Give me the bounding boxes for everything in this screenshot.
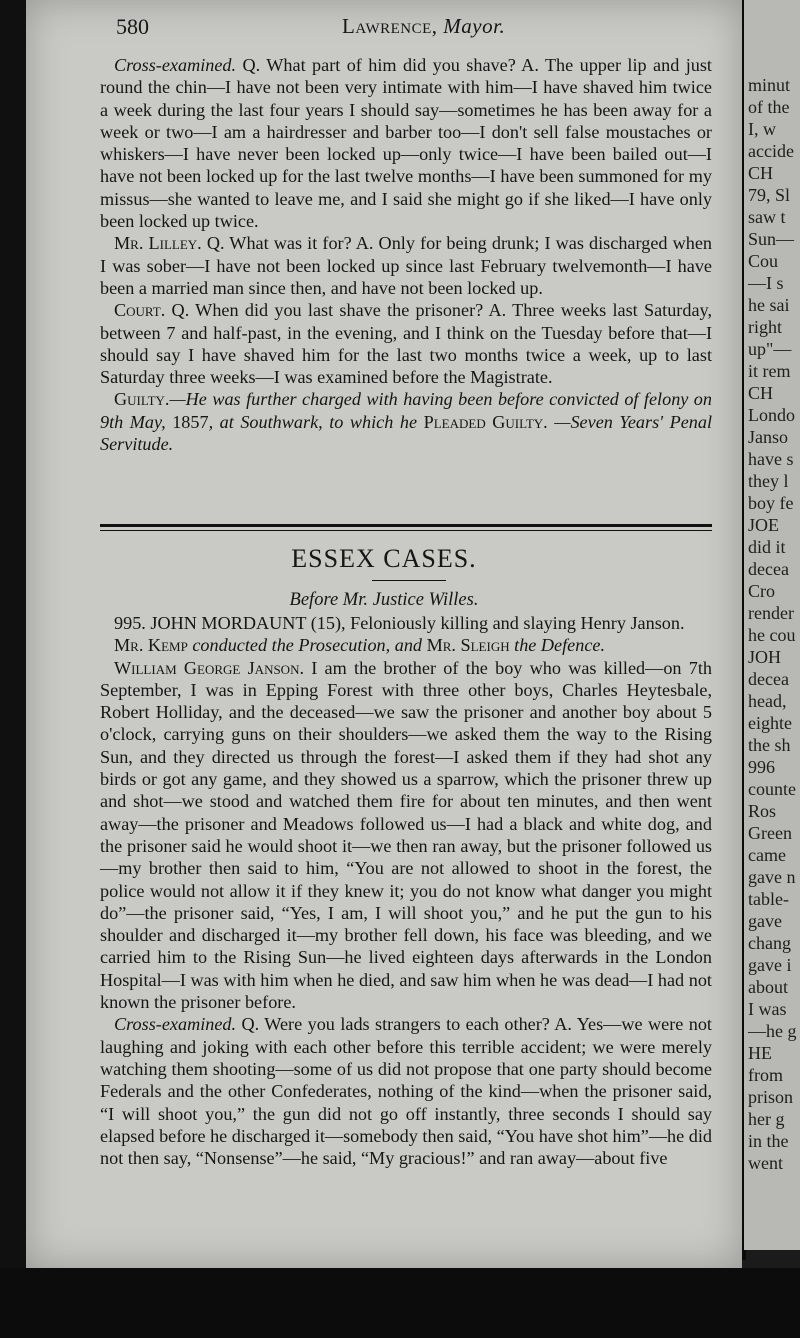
section-divider-thin <box>100 530 712 531</box>
facing-page-line: Cro <box>748 581 775 601</box>
cross-examination-paragraph: Cross-examined. Q. What part of him did you shave? A. The upper lip and just round the chin—I have not been very intimate with him—I have shaved him twice a week during the last four years I should say—sometimes he has been away for a week or two—I am a hairdresser and barber too—I don't sell false moustaches or whiskers—I have never been locked up—only twice—I have been bailed out—I have not been locked up for the last twelve months—I have been summoned for my missus—she wanted to leave me, and I said she might go if she liked—I have only been locked up twice. <box>100 55 712 232</box>
section-title: ESSEX CASES. <box>291 544 477 573</box>
facing-page-line: 79, Sl <box>748 185 791 205</box>
facing-page-line: boy fe <box>748 493 794 513</box>
facing-page-line: the sh <box>748 735 791 755</box>
case-heading: 995. JOHN MORDAUNT (15), Feloniously killing and slaying Henry Janson. <box>114 613 685 633</box>
testimony-block <box>100 54 712 455</box>
facing-page-line: decea <box>748 669 789 689</box>
facing-page-line: he cou <box>748 625 796 645</box>
facing-page-line: prison <box>748 1087 793 1107</box>
facing-page-line: table- <box>748 889 789 909</box>
facing-page-line: minut <box>748 75 791 95</box>
facing-page-line: he sai <box>748 295 790 315</box>
facing-page-line: Ros <box>748 801 777 821</box>
facing-page-line: 996 <box>748 757 775 777</box>
facing-page-line: saw t <box>748 207 786 227</box>
facing-page-fragment <box>744 0 800 1250</box>
facing-page-line: in the <box>748 1131 789 1151</box>
facing-page-line: JOH <box>748 647 782 667</box>
facing-page-line: Cou <box>748 251 779 271</box>
witness-testimony: William George Janson. I am the brother of the boy who was killed—on 7th September, I was in Epping Forest with three other boys, Charles Heytesbale, Robert Holliday, and the deceased—we saw the prisoner and another boy about 5 o'clock, carrying guns on their shoulders—we asked them the way to the Rising Sun, and they directed us through the forest—I asked them if they had shot any birds or got any game, and they showed us a sparrow, which the prisoner threw up and shot—we stood and watched them fire for about ten minutes, and then went away—the prisoner and Meadows followed us—I had a black and white dog, and the prisoner said he would shoot it—we then ran away, but the prisoner followed us—my brother then said to him, “You are not allowed to shoot in the forest, the police would not allow it if they knew it; you do not know what danger you might do”—the prisoner said, “Yes, I am, I will shoot you,” and he put the gun to his shoulder and discharged it—my brother fell down, his face was bleeding, and we carried him to the Rising Sun—he lived eighteen days afterwards in the London Hospital—I was with him when he died, and saw him when he was dead—I had not known the prisoner before. <box>100 657 712 1013</box>
facing-page-line: came <box>748 845 786 865</box>
facing-page-line: up"— <box>748 339 792 359</box>
facing-page-line: Londo <box>748 405 795 425</box>
page-number: 580 <box>116 14 149 39</box>
scan-left-edge <box>0 0 26 1338</box>
running-title: Lawrence, Mayor. <box>342 14 506 38</box>
facing-page-line: accide <box>748 141 794 161</box>
book-page <box>26 0 742 1268</box>
facing-page-line: CH <box>748 383 774 403</box>
page-header <box>26 14 742 44</box>
facing-page-line: I was <box>748 999 787 1019</box>
verdict-paragraph: Guilty.—He was further charged with having been before convicted of felony on 9th May, 1857, at Southwark, to which he Pleaded Guilty. —Seven Years' Penal Servitude. <box>100 389 713 455</box>
facing-page-line: her g <box>748 1109 785 1129</box>
facing-page-line: right <box>748 317 782 337</box>
judge-line: Before Mr. Justice Willes. <box>289 590 479 610</box>
facing-page-line: eighte <box>748 713 792 733</box>
facing-page-line: gave i <box>748 955 792 975</box>
scan-bottom-band <box>0 1268 800 1338</box>
facing-page-line: JOE <box>748 515 779 535</box>
facing-page-line: they l <box>748 471 789 491</box>
facing-page-line: chang <box>748 933 791 953</box>
facing-page-line: it rem <box>748 361 791 381</box>
facing-page-line: of the <box>748 97 790 117</box>
case-block <box>100 612 712 1169</box>
facing-page-line: —he g <box>748 1021 797 1041</box>
facing-page-line: I, w <box>748 119 776 139</box>
facing-page-line: —I s <box>748 273 784 293</box>
facing-page-line: counte <box>748 779 796 799</box>
facing-page-line: head, <box>748 691 787 711</box>
facing-page-line: gave n <box>748 867 796 887</box>
cross-examination-paragraph-2: Cross-examined. Q. Were you lads strangers to each other? A. Yes—we were not laughing and joking with each other before this terrible accident; we were merely watching them shooting—some of us did not propose that one party should become Federals and the other Confederates, nothing of the kind—when the prisoner said, “I will shoot you,” the gun did not go off instantly, three seconds I should say elapsed before he discharged it—somebody then said, “You have shot him”—he did not then say, “Nonsense”—he said, “My gracious!” and ran away—about five <box>100 1014 713 1169</box>
facing-page-line: went <box>748 1153 783 1173</box>
facing-page-line: from <box>748 1065 783 1085</box>
facing-page-line: HE <box>748 1043 772 1063</box>
facing-page-line: did it <box>748 537 786 557</box>
facing-page-line: decea <box>748 559 789 579</box>
facing-page-line: about <box>748 977 788 997</box>
facing-page-line: CH <box>748 163 774 183</box>
facing-page-line: render <box>748 603 794 623</box>
court-paragraph: Court. Q. When did you last shave the prisoner? A. Three weeks last Saturday, between 7 and half-past, in the evening, and I think on the Tuesday before that—I should say I have shaved him for the last two months twice a week, up to last Saturday three weeks—I was examined before the Magistrate. <box>100 300 712 388</box>
facing-page-line: Sun— <box>748 229 795 249</box>
facing-page-line: Janso <box>748 427 788 447</box>
title-underline <box>372 580 446 581</box>
section-divider-thick <box>100 524 712 527</box>
facing-page-line: Green <box>748 823 792 843</box>
counsel-line: Mr. Kemp conducted the Prosecution, and Mr. Sleigh the Defence. <box>114 635 606 656</box>
facing-page-line: have s <box>748 449 794 469</box>
lilley-paragraph: Mr. Lilley. Q. What was it for? A. Only for being drunk; I was discharged when I was sober—I have not been locked up since last February twelvemonth—I have been a married man since then, and have not been locked up. <box>100 233 712 298</box>
facing-page-line: gave <box>748 911 782 931</box>
